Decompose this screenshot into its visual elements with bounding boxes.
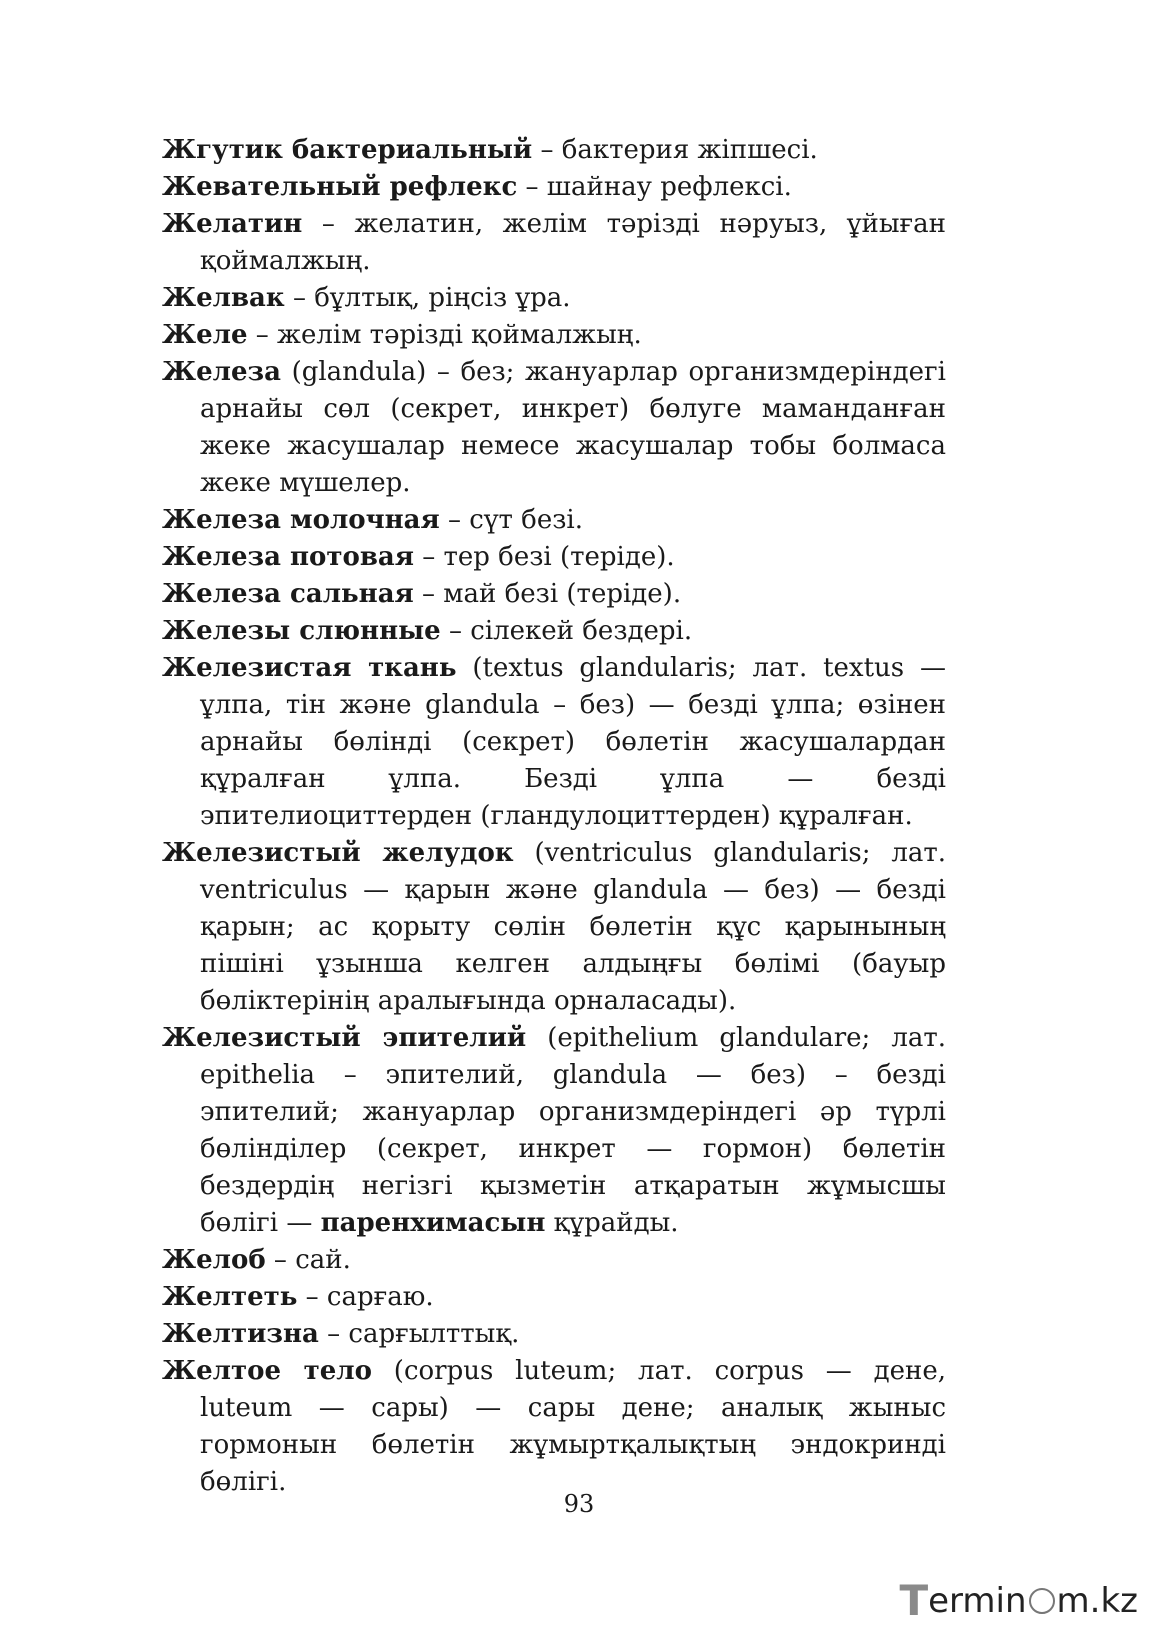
entry — [162, 576, 946, 613]
entry — [162, 280, 946, 317]
definition: (ventriculus glandularis; лат. ventriculus — қарын және glandula — без) — безді қарын; ас қорыту сөлін бөлетін құс қарынының пішіні ұзынша келген алдыңғы бөлімі (бауыр бөліктерінің аралығында орналасады). — [200, 838, 946, 1016]
term: Железа молочная — [162, 505, 440, 535]
term: Железистый желудок — [162, 838, 514, 868]
definition: (epithelium glandulare; лат. epithelia – эпителий, glandula — без) – безді эпителий; жануарлар организмдеріндегі әр түрлі бөліндiлер (секрет, инкрет — гормон) бөлетін бездердің негізгі қызметін атқаратын жұмысшы бөлігі — — [200, 1023, 946, 1238]
term: Желтое тело — [162, 1356, 372, 1386]
entry — [162, 1279, 946, 1316]
entry — [162, 354, 946, 502]
entry — [162, 1020, 946, 1242]
definition: – май безі (теріде). — [413, 579, 682, 609]
definition: (glandula) – без; жануарлар организмдеріндегі арнайы сөл (секрет, инкрет) бөлуге маманданған жеке жасушалар немесе жасушалар тобы болмаса жеке мүшелер. — [200, 357, 946, 498]
term: Желатин — [162, 209, 303, 239]
definition: – тер безі (теріде). — [413, 542, 675, 572]
term: Жевательный рефлекс — [162, 172, 518, 202]
term: Железистая ткань — [162, 653, 457, 683]
entry — [162, 1242, 946, 1279]
magnifier-icon — [1029, 1588, 1055, 1614]
definition: – сай. — [265, 1245, 351, 1275]
term-inline: паренхимасын — [320, 1208, 546, 1238]
entry — [162, 613, 946, 650]
definition: – сарғаю. — [297, 1282, 434, 1312]
entry — [162, 1316, 946, 1353]
watermark-first: T — [899, 1576, 929, 1625]
entry — [162, 650, 946, 835]
term: Жгутик бактериальный — [162, 135, 533, 165]
definition: – желім тәрізді қоймалжың. — [247, 320, 642, 350]
entry — [162, 132, 946, 169]
definition: (corpus luteum; лат. corpus — дене, luteum — сары) — сары дене; аналық жыныс гормонын бөлетін жұмыртқалықтың эндокринді бөлігі. — [200, 1356, 947, 1497]
entry — [162, 169, 946, 206]
term: Желоб — [162, 1245, 266, 1275]
definition: – сілекей бездері. — [440, 616, 693, 646]
definition: – шайнау рефлексі. — [517, 172, 792, 202]
term: Желтизна — [162, 1319, 319, 1349]
watermark-last: m.kz — [1056, 1580, 1138, 1621]
definition: – сарғылттық. — [318, 1319, 520, 1349]
term: Желе — [162, 320, 248, 350]
term: Железа — [162, 357, 281, 387]
entry — [162, 317, 946, 354]
site-watermark — [899, 1576, 1138, 1625]
entry — [162, 539, 946, 576]
term: Желтеть — [162, 1282, 298, 1312]
watermark-mid: ermin — [928, 1580, 1027, 1621]
definition: – бұлтық, ріңсіз ұра. — [284, 283, 571, 313]
entry — [162, 502, 946, 539]
definition: – сүт безі. — [439, 505, 583, 535]
term: Железа потовая — [162, 542, 414, 572]
term: Железистый эпителий — [162, 1023, 527, 1053]
definition: – желатин, желім тәрізді нәруыз, ұйыған қоймалжың. — [200, 209, 946, 276]
entry — [162, 1353, 946, 1501]
definition: – бактерия жіпшесі. — [532, 135, 818, 165]
term: Железа сальная — [162, 579, 414, 609]
entry — [162, 835, 946, 1020]
entry — [162, 206, 946, 280]
term: Желвак — [162, 283, 285, 313]
definition: (textus glandularis; лат. textus — ұлпа, тін және glandula – без) — безді ұлпа; өзінен арнайы бөлінді (секрет) бөлетін жасушалардан құралған ұлпа. Безді ұлпа — безді эпителиоциттерден (гландулоциттерден) құралған. — [200, 653, 946, 831]
term: Железы слюнные — [162, 616, 441, 646]
dictionary-page — [162, 132, 946, 1501]
page-number: 93 — [563, 1490, 595, 1518]
definition-end: құрайды. — [545, 1208, 679, 1238]
